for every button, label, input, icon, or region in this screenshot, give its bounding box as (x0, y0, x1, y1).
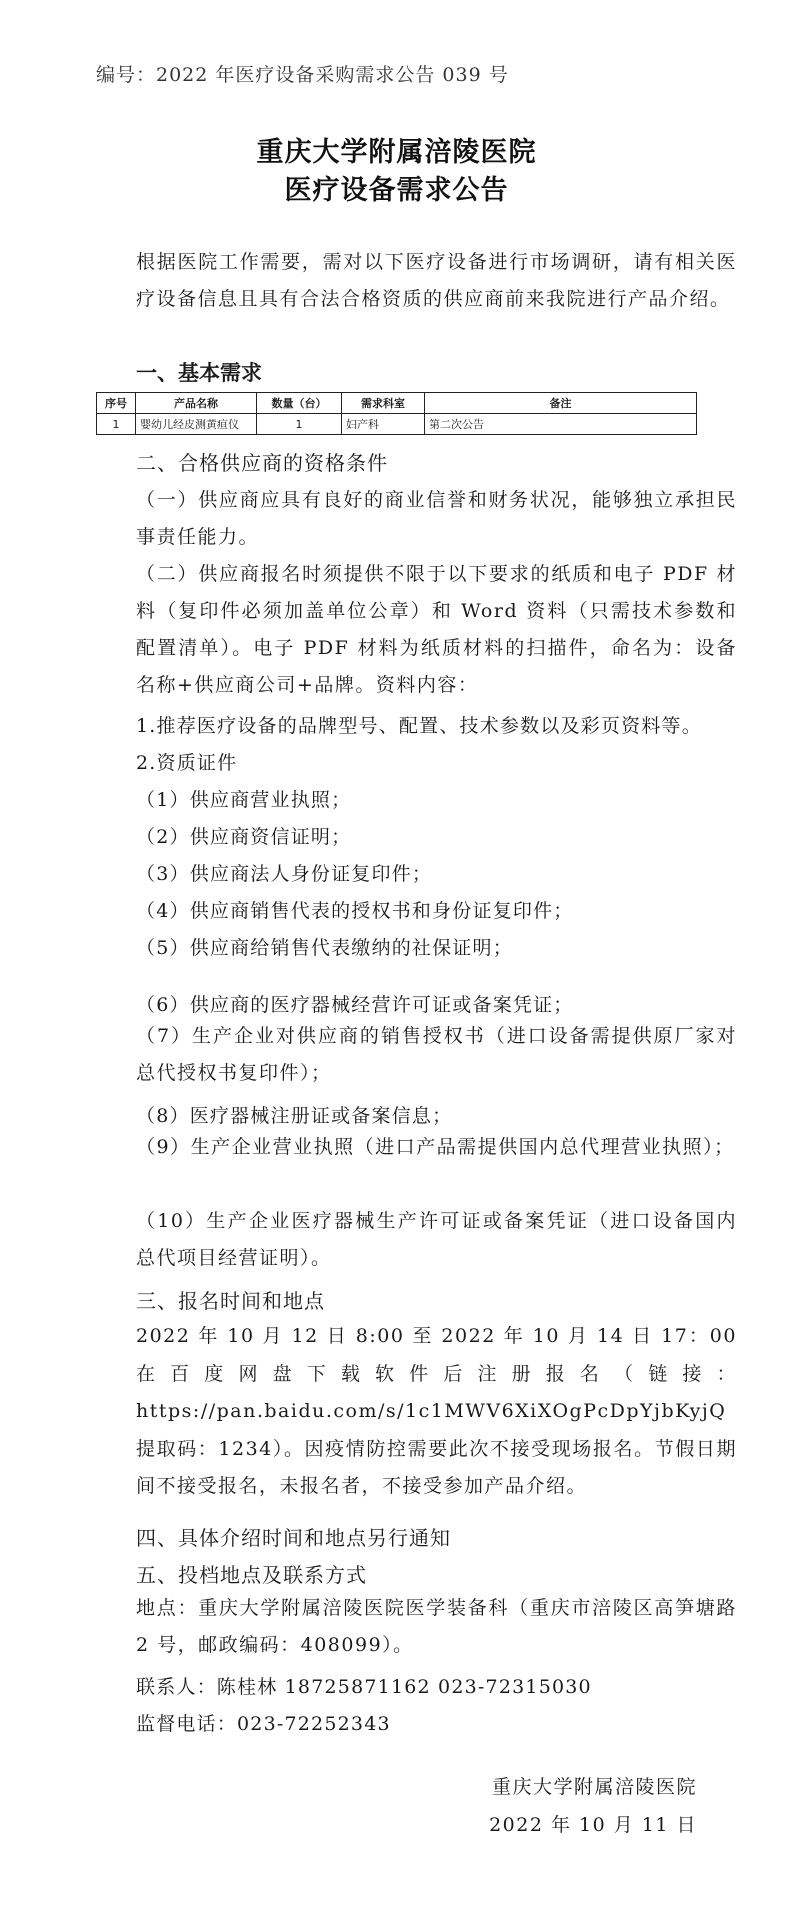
table-row (97, 414, 697, 435)
cert-8: （8）医疗器械注册证或备案信息； (136, 1105, 453, 1127)
table-cell: 婴幼儿经皮测黄疸仪 (136, 414, 257, 435)
condition-2: （二）供应商报名时须提供不限于以下要求的纸质和电子 PDF 材料（复印件必须加盖单位公章）和 Word 资料（只需技术参数和配置清单）。电子 PDF 材料为纸质材料的扫描件，命名为：设备名称+供应商公司+品牌。资料内容： (136, 563, 737, 696)
signature-date: 2022 年 10 月 11 日 (489, 1814, 697, 1836)
contact-line: 联系人：陈桂林 18725871162 023-72315030 (136, 1676, 592, 1698)
registration-paragraph: 2022 年 10 月 12 日 8:00 至 2022 年 10 月 14 日 17：00 在百度网盘下载软件后注册报名（链接：https://pan.baidu.com/s/1c1MWV6XiXOgPcDpYjbKyjQ 提取码：1234）。因疫情防控需要此次不接受现场报名。节假日期间不接受报名，未报名者，不接受参加产品介绍。 (136, 1325, 737, 1497)
title-line2: 医疗设备需求公告 (284, 175, 509, 206)
cert-3: （3）供应商法人身份证复印件； (136, 863, 433, 885)
table-cell: 第二次公告 (425, 414, 697, 435)
table-header: 序号 (97, 393, 136, 414)
address-paragraph: 地点：重庆大学附属涪陵医院医学装备科（重庆市涪陵区高笋塘路 2 号，邮政编码：408099）。 (136, 1597, 737, 1656)
section4-heading: 四、具体介绍时间和地点另行通知 (136, 1526, 451, 1550)
table-header: 产品名称 (136, 393, 257, 414)
supervise-line: 监督电话：023-72252343 (136, 1713, 391, 1735)
table-header: 数量（台） (257, 393, 342, 414)
signature-org: 重庆大学附属涪陵医院 (491, 1776, 697, 1798)
condition-1: （一）供应商应具有良好的商业信誉和财务状况，能够独立承担民事责任能力。 (136, 489, 737, 548)
cert-5: （5）供应商给销售代表缴纳的社保证明； (136, 937, 513, 959)
cert-2: （2）供应商资信证明； (136, 826, 352, 848)
section5-heading: 五、投档地点及联系方式 (136, 1563, 367, 1587)
intro-paragraph: 根据医院工作需要，需对以下医疗设备进行市场调研，请有相关医疗设备信息且具有合法合格资质的供应商前来我院进行产品介绍。 (136, 251, 737, 310)
cert-7: （7）生产企业对供应商的销售授权书（进口设备需提供原厂家对总代授权书复印件）； (136, 1025, 737, 1084)
section2-heading: 二、合格供应商的资格条件 (136, 451, 388, 475)
requirements-table (96, 392, 697, 435)
item-2: 2.资质证件 (136, 752, 238, 774)
table-header-row (97, 393, 697, 414)
table-cell: 1 (97, 414, 136, 435)
doc-number: 编号：2022 年医疗设备采购需求公告 039 号 (96, 64, 509, 86)
cert-6: （6）供应商的医疗器械经营许可证或备案凭证； (136, 994, 574, 1016)
cert-9: （9）生产企业营业执照（进口产品需提供国内总代理营业执照）； (136, 1136, 735, 1158)
cert-1: （1）供应商营业执照； (136, 789, 352, 811)
cert-10: （10）生产企业医疗器械生产许可证或备案凭证（进口设备国内总代项目经营证明）。 (136, 1210, 737, 1269)
table-header: 需求科室 (342, 393, 425, 414)
table-cell: 妇产科 (342, 414, 425, 435)
section3-heading: 三、报名时间和地点 (136, 1289, 325, 1313)
section1-heading: 一、基本需求 (136, 361, 262, 385)
table-cell: 1 (257, 414, 342, 435)
item-1: 1.推荐医疗设备的品牌型号、配置、技术参数以及彩页资料等。 (136, 715, 702, 737)
title-line1: 重庆大学附属涪陵医院 (256, 137, 537, 168)
cert-4: （4）供应商销售代表的授权书和身份证复印件； (136, 900, 574, 922)
table-header: 备注 (425, 393, 697, 414)
